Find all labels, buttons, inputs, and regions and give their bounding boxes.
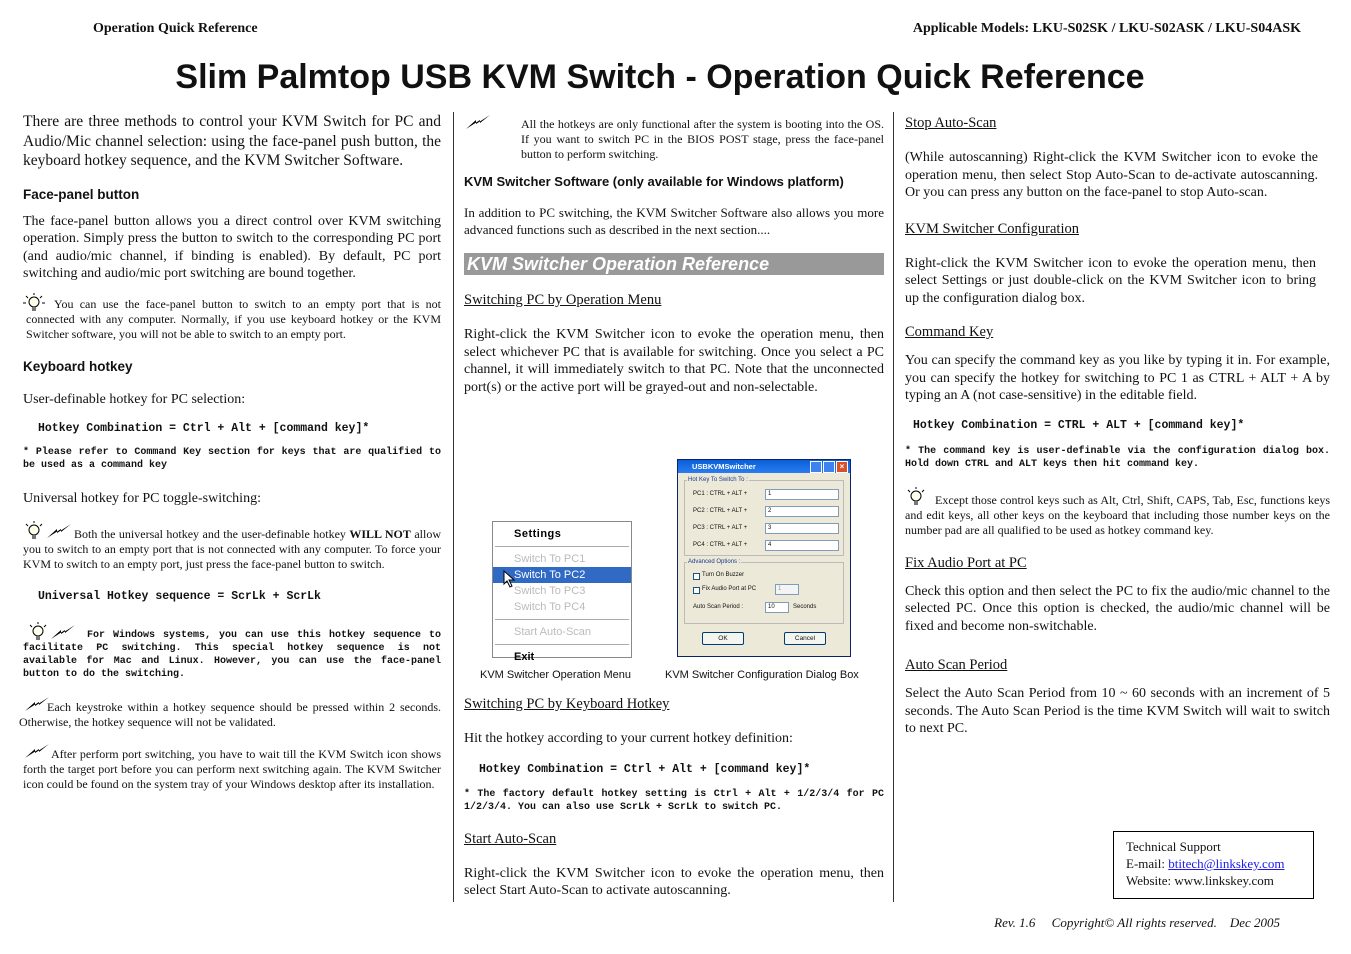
software-text: In addition to PC switching, the KVM Switcher Software also allows you more advanced functions such as described in the next section.... bbox=[464, 205, 884, 237]
after-switch-note-text: After perform port switching, you have to wait till the KVM Switch icon shows forth the target port before you can perform next switching again. The KVM Switcher icon could be found on the system tray of your Windows desktop after its installation. bbox=[23, 746, 441, 791]
menu-item-exit[interactable]: Exit bbox=[514, 651, 535, 663]
column-divider-2 bbox=[893, 112, 894, 902]
menu-caption: KVM Switcher Operation Menu bbox=[480, 669, 632, 681]
row-pc1-label: PC1 : CTRL + ALT + bbox=[693, 491, 748, 497]
warning-text-a: Both the universal hotkey and the user-definable hotkey bbox=[74, 526, 350, 541]
face-panel-text: The face-panel button allows you a direct control over KVM switching operation. Simply press the button to switch to the corresponding PC port (and audio/mic channel, if binding is enabled). By default, PC port switching and audio/mic port switching are bound together. bbox=[23, 213, 441, 281]
keystroke-note-text: Each keystroke within a hotkey sequence should be pressed within 2 seconds. Otherwise, the hotkey sequence will not be validated. bbox=[19, 699, 441, 729]
command-key-combination: Hotkey Combination = CTRL + ALT + [command key]* bbox=[913, 418, 1245, 432]
lightbulb-icon bbox=[23, 521, 45, 548]
tip-face-panel-text: You can use the face-panel button to switch to an empty port that is not connected with any computer. Normally, if you use keyboard hotkey or the KVM Switcher software, you will not be able to switch to an empty port. bbox=[26, 296, 441, 341]
hotkey-combination: Hotkey Combination = Ctrl + Alt + [command key]* bbox=[38, 422, 370, 435]
config-dialog-screenshot bbox=[677, 459, 851, 657]
tip-control-keys bbox=[905, 493, 1330, 538]
lightbulb-icon bbox=[905, 487, 927, 514]
footer: Rev. 1.6 Copyright© All rights reserved. Dec 2005 bbox=[994, 915, 1280, 930]
header-left: Operation Quick Reference bbox=[93, 21, 258, 36]
lightbulb-icon bbox=[23, 293, 45, 320]
menu-text: Right-click the KVM Switcher icon to evoke the operation menu, then select whichever PC that is available for switching. Once you select a PC channel, it will immediately switch to that PC. Note that the unconnected port(s) or the active port will be grayed-out and non-selectable. bbox=[464, 327, 884, 395]
keyboard-heading: Switching PC by Keyboard Hotkey bbox=[464, 696, 670, 712]
warning-text-c: allow you to switch to an empty port that is not connected with any computer. To force your KVM to switch to an empty port, just press the face-panel button to switch. bbox=[23, 526, 441, 571]
ok-button[interactable]: OK bbox=[702, 632, 744, 645]
hotkey-group bbox=[684, 477, 844, 556]
factory-default-note: * The factory default hotkey setting is Ctrl + Alt + 1/2/3/4 for PC 1/2/3/4. You can also use ScrLk + ScrLk to switch PC. bbox=[464, 788, 884, 813]
row-pc3-label: PC3 : CTRL + ALT + bbox=[693, 525, 748, 531]
advanced-group bbox=[684, 559, 844, 624]
cancel-button[interactable]: Cancel bbox=[784, 632, 826, 645]
buzzer-label: Turn On Buzzer bbox=[702, 572, 745, 578]
pc4-command-key-input[interactable]: 4 bbox=[765, 540, 839, 551]
menu-item-switch-pc4[interactable]: Switch To PC4 bbox=[514, 601, 586, 613]
software-heading: KVM Switcher Software (only available for Windows platform) bbox=[464, 174, 844, 189]
lightbulb-icon bbox=[27, 622, 49, 649]
user-hotkey-text: User-definable hotkey for PC selection: bbox=[23, 391, 246, 407]
scan-period-label: Auto Scan Period : bbox=[693, 604, 744, 610]
keyboard-hotkey-heading: Keyboard hotkey bbox=[23, 358, 133, 374]
cursor-icon bbox=[503, 570, 517, 588]
windows-note bbox=[23, 629, 441, 681]
warning-empty-port bbox=[23, 527, 441, 572]
scan-period-unit: Seconds bbox=[793, 604, 817, 610]
windows-note-text: For Windows systems, you can use this hotkey sequence to facilitate PC switching. This special hotkey sequence is not available for Mac and Linux. However, you can use the face-panel button to do the switching. bbox=[23, 629, 441, 680]
intro-text: There are three methods to control your KVM Switch for PC and Audio/Mic channel selection: using the face-panel push button, the keyboard hotkey sequence, and the KVM Switcher Software. bbox=[23, 113, 441, 169]
buzzer-checkbox[interactable] bbox=[693, 573, 700, 580]
lightning-icon bbox=[23, 696, 51, 717]
row-pc4-label: PC4 : CTRL + ALT + bbox=[693, 542, 748, 548]
fix-audio-text: Check this option and then select the PC to fix the audio/mic channel to the selected PC. Once this option is checked, the audio/mic channel will be fixed and become non-switchable. bbox=[905, 583, 1330, 634]
dialog-title: USBKVMSwitcher bbox=[692, 462, 756, 471]
config-heading: KVM Switcher Configuration bbox=[905, 220, 1079, 237]
keyboard-combination: Hotkey Combination = Ctrl + Alt + [command key]* bbox=[479, 762, 811, 776]
menu-item-settings[interactable]: Settings bbox=[514, 528, 562, 540]
support-box bbox=[1113, 831, 1314, 899]
row-pc2-label: PC2 : CTRL + ALT + bbox=[693, 508, 748, 514]
page-title: Slim Palmtop USB KVM Switch - Operation Quick Reference bbox=[175, 58, 1145, 96]
stop-scan-text: (While autoscanning) Right-click the KVM Switcher icon to evoke the operation menu, then select Stop Auto-Scan to de-activate autoscanning. Or you can press any button on the face-panel to stop Auto-scan. bbox=[905, 150, 1318, 200]
auto-scan-period-text: Select the Auto Scan Period from 10 ~ 60 seconds with an increment of 5 seconds. The Auto Scan Period is the time KVM Switch will wait to switch to next PC. bbox=[905, 686, 1330, 736]
header-right: Applicable Models: LKU-S02SK / LKU-S02ASK / LKU-S04ASK bbox=[912, 21, 1301, 36]
keyboard-text: Hit the hotkey according to your current hotkey definition: bbox=[464, 731, 793, 746]
fix-audio-select[interactable]: 1 bbox=[775, 584, 799, 595]
keyboard-section bbox=[464, 696, 884, 900]
menu-separator bbox=[495, 644, 629, 645]
menu-item-switch-pc2[interactable] bbox=[493, 567, 631, 583]
lightning-icon bbox=[23, 743, 51, 764]
menu-heading: Switching PC by Operation Menu bbox=[464, 292, 662, 308]
menu-item-switch-pc3[interactable]: Switch To PC3 bbox=[514, 585, 586, 597]
scan-period-select[interactable]: 10 bbox=[765, 602, 789, 613]
boot-note-text: All the hotkeys are only functional after the system is booting into the OS. If you want to switch PC in the BIOS POST stage, press the face-panel button to perform switching. bbox=[521, 117, 884, 161]
minimize-icon[interactable] bbox=[810, 461, 822, 473]
dialog-caption: KVM Switcher Configuration Dialog Box bbox=[665, 669, 859, 681]
lightning-icon bbox=[49, 624, 77, 645]
menu-item-switch-pc2-label: Switch To PC2 bbox=[514, 569, 586, 581]
universal-hotkey-sequence: Universal Hotkey sequence = ScrLk + ScrLk bbox=[38, 589, 321, 603]
warning-text-bold: WILL NOT bbox=[349, 526, 411, 541]
pc1-command-key-input[interactable]: 1 bbox=[765, 489, 839, 500]
dialog-titlebar bbox=[678, 460, 850, 473]
column-1 bbox=[19, 112, 441, 792]
command-key-text: You can specify the command key as you like by typing it in. For example, you can specify the hotkey for switching to PC 1 as CTRL + ALT + A by typing an A (not case-sensitive) in the editable field. bbox=[905, 353, 1330, 403]
menu-item-start-auto-scan[interactable]: Start Auto-Scan bbox=[514, 626, 592, 638]
maximize-icon[interactable] bbox=[823, 461, 835, 473]
menu-separator bbox=[495, 546, 629, 547]
command-key-definable-note: * The command key is user-definable via the configuration dialog box. Hold down CTRL and ALT keys then hit command key. bbox=[905, 445, 1330, 470]
after-switch-note bbox=[23, 747, 441, 792]
start-scan-heading: Start Auto-Scan bbox=[464, 830, 557, 847]
command-key-heading: Command Key bbox=[905, 324, 994, 340]
boot-note bbox=[464, 117, 884, 162]
column-divider-1 bbox=[453, 112, 454, 902]
config-text: Right-click the KVM Switcher icon to evoke the operation menu, then select Settings or just double-click on the KVM Switcher icon to bring up the configuration dialog box. bbox=[905, 255, 1316, 306]
menu-separator bbox=[495, 619, 629, 620]
fix-audio-label: Fix Audio Port at PC bbox=[702, 586, 757, 592]
support-email-link[interactable]: btitech@linkskey.com bbox=[1168, 856, 1285, 871]
auto-scan-period-heading: Auto Scan Period bbox=[905, 657, 1008, 673]
hotkey-group-label: Hot Key To Switch To : bbox=[688, 477, 748, 483]
face-panel-heading: Face-panel button bbox=[23, 186, 140, 202]
warning-empty-port-text bbox=[23, 527, 441, 572]
support-website: Website: www.linkskey.com bbox=[1126, 873, 1274, 888]
support-email-line bbox=[1126, 855, 1313, 872]
start-scan-text: Right-click the KVM Switcher icon to evoke the operation menu, then select Start Auto-Scan to activate autoscanning. bbox=[464, 865, 884, 898]
command-key-note: * Please refer to Command Key section for keys that are qualified to be used as a command key bbox=[23, 447, 441, 471]
column-3 bbox=[905, 112, 1330, 738]
stop-scan-heading: Stop Auto-Scan bbox=[905, 115, 997, 131]
tip-control-keys-text: Except those control keys such as Alt, Ctrl, Shift, CAPS, Tab, Esc, functions keys and edit keys, all other keys on the keyboard that including those number keys on the number pad are all qualified to be used as hotkey command key. bbox=[905, 492, 1330, 537]
universal-hotkey-text: Universal hotkey for PC toggle-switching: bbox=[23, 491, 261, 506]
support-title: Technical Support bbox=[1126, 839, 1221, 854]
menu-item-switch-pc1[interactable]: Switch To PC1 bbox=[514, 553, 586, 565]
close-icon[interactable]: × bbox=[836, 461, 848, 473]
advanced-group-label: Advanced Options : bbox=[688, 559, 741, 565]
pc2-command-key-input[interactable]: 2 bbox=[765, 506, 839, 517]
tip-face-panel bbox=[23, 297, 441, 342]
pc3-command-key-input[interactable]: 3 bbox=[765, 523, 839, 534]
support-email-label: E-mail: bbox=[1126, 856, 1169, 871]
lightning-icon bbox=[45, 523, 73, 544]
keystroke-note bbox=[19, 699, 441, 730]
lightning-icon bbox=[464, 114, 492, 135]
operation-menu-screenshot bbox=[492, 521, 632, 663]
fix-audio-heading: Fix Audio Port at PC bbox=[905, 554, 1027, 571]
column-2 bbox=[464, 112, 884, 898]
section-banner: KVM Switcher Operation Reference bbox=[464, 253, 884, 275]
fix-audio-checkbox[interactable] bbox=[693, 587, 700, 594]
